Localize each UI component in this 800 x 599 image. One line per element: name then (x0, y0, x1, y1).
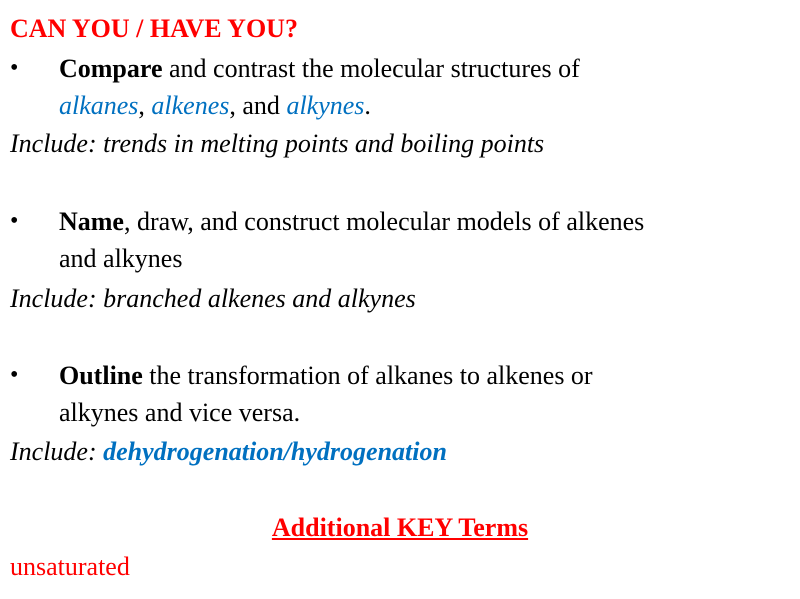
separator-2: , and (229, 91, 287, 120)
item-3-line-2: alkynes and vice versa. (59, 398, 301, 427)
term-alkynes: alkynes (286, 91, 365, 120)
item-2-text: , draw, and construct molecular models of alkenes (123, 207, 645, 236)
item-3-include (10, 437, 447, 467)
term-alkenes: alkenes (151, 91, 230, 120)
item-3-line-1 (59, 361, 593, 391)
item-2-include: Include: branched alkenes and alkynes (10, 284, 416, 313)
item-2-keyword: Name (59, 207, 124, 236)
term-alkanes: alkanes (59, 91, 139, 120)
bullet-1: • (10, 55, 19, 81)
separator-1: , (138, 91, 152, 120)
item-2-line-1 (59, 207, 644, 237)
bullet-3: • (10, 362, 19, 388)
item-3-text: the transformation of alkanes to alkenes or (142, 361, 593, 390)
item-3-include-value: dehydrogenation/hydrogenation (103, 437, 447, 466)
item-3-include-label: Include: (10, 437, 104, 466)
item-1-include: Include: trends in melting points and boiling points (10, 129, 545, 158)
item-1-line-2 (59, 91, 371, 121)
key-term-item: unsaturated (10, 552, 130, 581)
page-heading: CAN YOU / HAVE YOU? (10, 14, 298, 43)
bullet-2: • (10, 208, 19, 234)
item-1-text: and contrast the molecular structures of (162, 54, 580, 83)
key-terms-heading-text: Additional KEY Terms (271, 513, 529, 542)
item-1-line-1 (59, 54, 580, 84)
sentence-end: . (364, 91, 371, 120)
item-1-keyword: Compare (59, 54, 163, 83)
key-terms-heading (0, 513, 800, 543)
item-3-keyword: Outline (59, 361, 143, 390)
item-2-line-2: and alkynes (59, 244, 183, 273)
